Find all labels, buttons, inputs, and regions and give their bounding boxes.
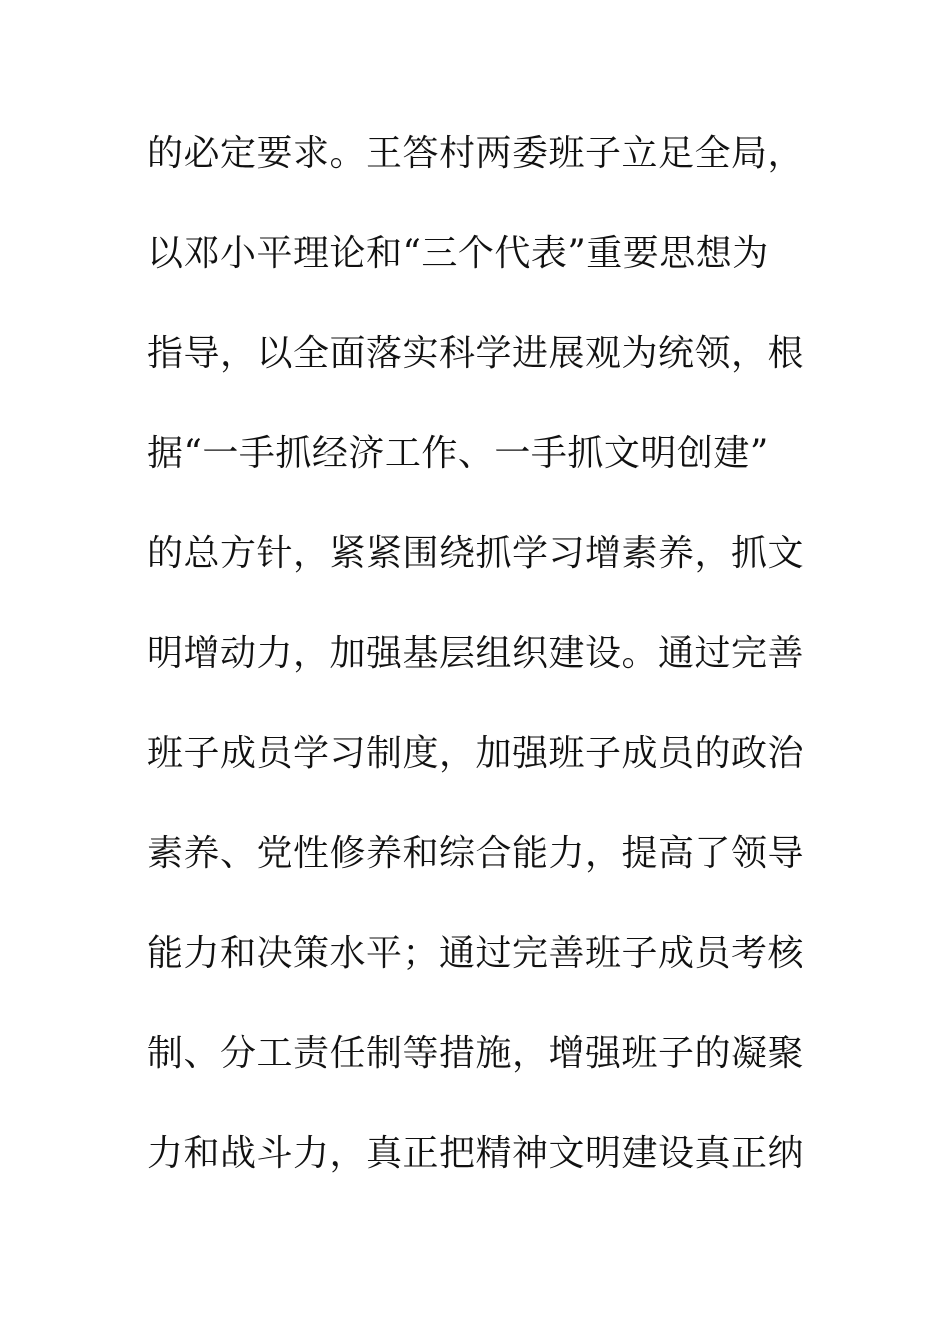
text-line: 力和战斗力，真正把精神文明建设真正纳 [147,1133,805,1174]
body-paragraph [147,124,805,1224]
text-line: 制、分工责任制等措施，增强班子的凝聚 [147,1033,805,1074]
text-line: 以邓小平理论和“三个代表”重要思想为 [147,233,769,274]
text-line: 明增动力，加强基层组织建设。通过完善 [147,633,805,674]
text-line: 能力和决策水平；通过完善班子成员考核 [147,933,805,974]
text-line: 的必定要求。王答村两委班子立足全局， [147,133,805,174]
text-line: 据“一手抓经济工作、一手抓文明创建” [147,433,769,474]
text-line: 的总方针，紧紧围绕抓学习增素养，抓文 [147,533,805,574]
text-line: 班子成员学习制度，加强班子成员的政治 [147,733,805,774]
text-line: 指导，以全面落实科学进展观为统领，根 [147,333,805,374]
text-line: 素养、党性修养和综合能力，提高了领导 [147,833,805,874]
